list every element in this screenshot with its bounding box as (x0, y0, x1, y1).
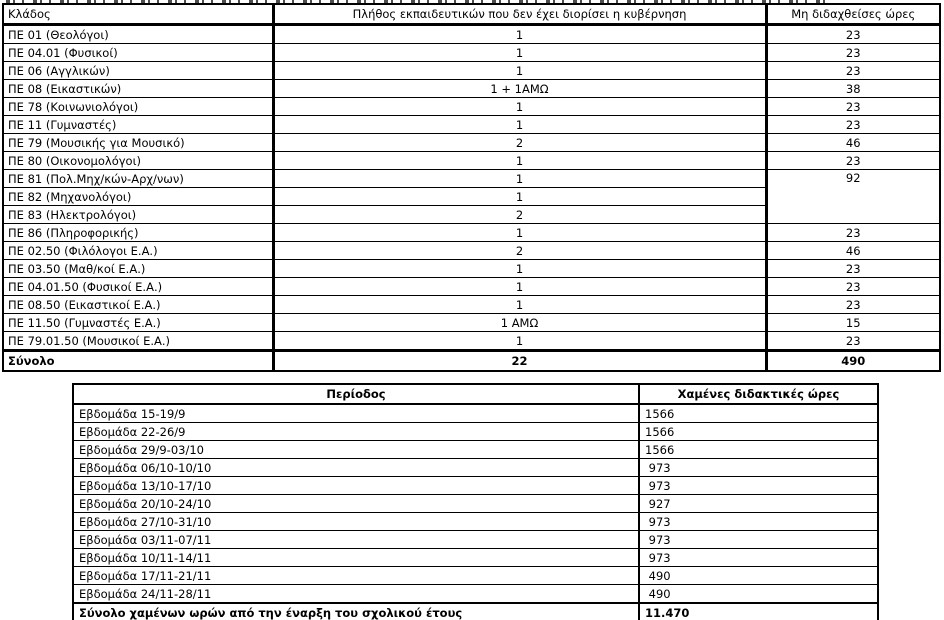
cell-teacher-count: 1 ΑΜΩ (273, 314, 766, 332)
cell-lost-hours: 490 (639, 585, 878, 604)
cell-klados: ΠΕ 80 (Οικονομολόγοι) (3, 152, 273, 170)
cell-teacher-count: 1 (273, 296, 766, 314)
header-unappointed-teachers: Πλήθος εκπαιδευτικών που δεν έχει διορίσει η κυβέρνηση (273, 4, 766, 25)
cell-lost-hours: 973 (639, 531, 878, 549)
cell-period: Εβδομάδα 22-26/9 (73, 423, 639, 441)
cell-teacher-count: 1 (273, 62, 766, 80)
cell-lost-hours: 973 (639, 477, 878, 495)
cell-untaught-hours: 38 (766, 80, 940, 98)
cell-lost-hours: 1566 (639, 423, 878, 441)
table-row (3, 25, 940, 44)
cell-period: Εβδομάδα 27/10-31/10 (73, 513, 639, 531)
cell-klados: ΠΕ 11 (Γυμναστές) (3, 116, 273, 134)
cell-untaught-hours-merged: 92 (766, 170, 940, 224)
cell-klados: ΠΕ 06 (Αγγλικών) (3, 62, 273, 80)
cell-untaught-hours: 23 (766, 98, 940, 116)
header-untaught-hours: Μη διδαχθείσες ώρες (766, 4, 940, 25)
table-row (3, 332, 940, 351)
teachers-table-header-row (3, 4, 940, 25)
cell-klados: ΠΕ 82 (Μηχανολόγοι) (3, 188, 273, 206)
cell-teacher-count: 1 (273, 152, 766, 170)
cell-untaught-hours: 46 (766, 134, 940, 152)
cell-klados: ΠΕ 08 (Εικαστικών) (3, 80, 273, 98)
cell-teacher-count: 1 (273, 332, 766, 351)
cell-klados: ΠΕ 04.01 (Φυσικοί) (3, 44, 273, 62)
table-row (3, 278, 940, 296)
cell-untaught-hours: 23 (766, 25, 940, 44)
cell-klados: ΠΕ 08.50 (Εικαστικοί Ε.Α.) (3, 296, 273, 314)
cell-period: Εβδομάδα 29/9-03/10 (73, 441, 639, 459)
table-row (3, 98, 940, 116)
cell-untaught-hours: 23 (766, 260, 940, 278)
table-row (3, 314, 940, 332)
cell-lost-hours: 1566 (639, 441, 878, 459)
cell-klados: ΠΕ 03.50 (Μαθ/κοί Ε.Α.) (3, 260, 273, 278)
cell-untaught-hours: 23 (766, 116, 940, 134)
cell-lost-hours: 973 (639, 513, 878, 531)
cell-untaught-hours: 15 (766, 314, 940, 332)
teachers-table (2, 3, 941, 372)
cell-teacher-count: 1 (273, 224, 766, 242)
cell-period: Εβδομάδα 10/11-14/11 (73, 549, 639, 567)
teachers-total-row (3, 351, 940, 372)
cell-period: Εβδομάδα 17/11-21/11 (73, 567, 639, 585)
total-untaught-hours: 490 (766, 351, 940, 372)
cell-untaught-hours: 23 (766, 62, 940, 80)
cell-lost-hours: 973 (639, 549, 878, 567)
cell-untaught-hours: 23 (766, 332, 940, 351)
cell-klados: ΠΕ 79 (Μουσικής για Μουσικό) (3, 134, 273, 152)
cell-lost-hours: 1566 (639, 404, 878, 423)
table-row (73, 477, 878, 495)
lost-hours-table (72, 383, 879, 620)
cell-untaught-hours: 23 (766, 224, 940, 242)
cell-klados: ΠΕ 01 (Θεολόγοι) (3, 25, 273, 44)
cell-klados: ΠΕ 79.01.50 (Μουσικοί Ε.Α.) (3, 332, 273, 351)
table-row (73, 404, 878, 423)
cell-period: Εβδομάδα 20/10-24/10 (73, 495, 639, 513)
table-row (73, 423, 878, 441)
table-row (3, 296, 940, 314)
cell-teacher-count: 1 (273, 44, 766, 62)
table-row (73, 585, 878, 604)
cell-lost-hours: 973 (639, 459, 878, 477)
table-row (3, 80, 940, 98)
lost-hours-total-row (73, 603, 878, 620)
cell-teacher-count: 1 (273, 116, 766, 134)
table-row (73, 567, 878, 585)
cell-klados: ΠΕ 81 (Πολ.Μηχ/κών-Αρχ/νων) (3, 170, 273, 188)
cell-klados: ΠΕ 86 (Πληροφορικής) (3, 224, 273, 242)
cell-teacher-count: 1 (273, 25, 766, 44)
cell-klados: ΠΕ 78 (Κοινωνιολόγοι) (3, 98, 273, 116)
cell-period: Εβδομάδα 15-19/9 (73, 404, 639, 423)
cell-period: Εβδομάδα 13/10-17/10 (73, 477, 639, 495)
cell-lost-hours: 490 (639, 567, 878, 585)
table-row (3, 224, 940, 242)
table-row (3, 152, 940, 170)
table-row (3, 170, 940, 188)
cell-klados: ΠΕ 04.01.50 (Φυσικοί Ε.Α.) (3, 278, 273, 296)
cell-teacher-count: 2 (273, 206, 766, 224)
cell-teacher-count: 1 (273, 278, 766, 296)
cell-period: Εβδομάδα 03/11-07/11 (73, 531, 639, 549)
table-row (73, 495, 878, 513)
cell-teacher-count: 1 (273, 170, 766, 188)
cell-lost-hours: 927 (639, 495, 878, 513)
table-row (3, 116, 940, 134)
total-lost-hours: 11.470 (639, 603, 878, 620)
cell-untaught-hours: 23 (766, 278, 940, 296)
cell-period: Εβδομάδα 06/10-10/10 (73, 459, 639, 477)
cell-teacher-count: 1 (273, 188, 766, 206)
cell-teacher-count: 2 (273, 134, 766, 152)
cell-klados: ΠΕ 02.50 (Φιλόλογοι Ε.Α.) (3, 242, 273, 260)
cell-untaught-hours: 23 (766, 44, 940, 62)
table-row (73, 459, 878, 477)
cell-period: Εβδομάδα 24/11-28/11 (73, 585, 639, 604)
cell-teacher-count: 1 (273, 98, 766, 116)
table-row (3, 44, 940, 62)
table-row (73, 549, 878, 567)
table-row (3, 134, 940, 152)
cell-untaught-hours: 23 (766, 296, 940, 314)
lost-hours-header-row (73, 384, 878, 404)
header-period: Περίοδος (73, 384, 639, 404)
total-teacher-count: 22 (273, 351, 766, 372)
total-label: Σύνολο χαμένων ωρών από την έναρξη του σχολικού έτους (73, 603, 639, 620)
cell-untaught-hours: 23 (766, 152, 940, 170)
cell-klados: ΠΕ 11.50 (Γυμναστές Ε.Α.) (3, 314, 273, 332)
table-row (73, 531, 878, 549)
cell-teacher-count: 1 (273, 260, 766, 278)
table-row (3, 62, 940, 80)
table-row (3, 260, 940, 278)
cell-klados: ΠΕ 83 (Ηλεκτρολόγοι) (3, 206, 273, 224)
header-lost-hours: Χαμένες διδακτικές ώρες (639, 384, 878, 404)
cell-untaught-hours: 46 (766, 242, 940, 260)
header-klados: Κλάδος (3, 4, 273, 25)
cell-teacher-count: 1 + 1ΑΜΩ (273, 80, 766, 98)
table-row (73, 513, 878, 531)
total-label: Σύνολο (3, 351, 273, 372)
cell-teacher-count: 2 (273, 242, 766, 260)
table-row (73, 441, 878, 459)
table-row (3, 242, 940, 260)
